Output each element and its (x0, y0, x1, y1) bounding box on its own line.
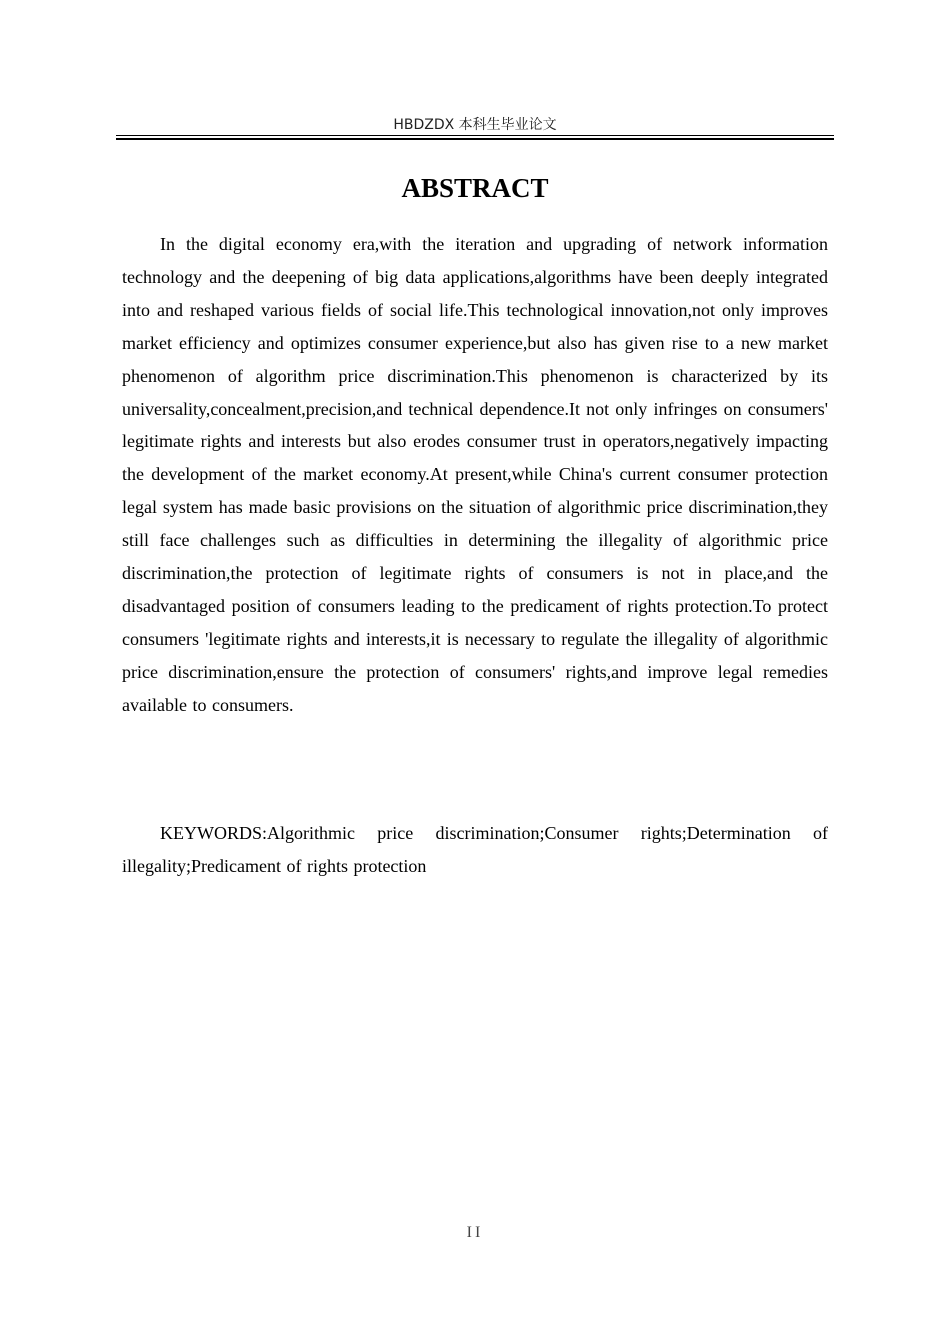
page-number: II (466, 1224, 484, 1241)
running-header: HBDZDX 本科生毕业论文 (393, 117, 557, 133)
abstract-paragraph: In the digital economy era,with the iteration and upgrading of network information technology and the deepening of big data applications,algorithms have been deeply integrated into and reshaped various fields of social life.This technological innovation,not only improves market efficiency and optimizes consumer experience,but also has given rise to a new market phenomenon of algorithm price discrimination.This phenomenon is characterized by its universality,concealment,precision,and technical dependence.It not only infringes on consumers' legitimate rights and interests but also erodes consumer trust in operators,negatively impacting the development of the market economy.At present,while China's current consumer protection legal system has made basic provisions on the situation of algorithmic price discrimination,they still face challenges such as difficulties in determining the illegality of algorithmic price discrimination,the protection of legitimate rights of consumers is not in place,and the disadvantaged position of consumers leading to the predicament of rights protection.To protect consumers 'legitimate rights and interests,it is necessary to regulate the illegality of algorithmic price discrimination,ensure the protection of consumers' rights,and improve legal remedies available to consumers. (122, 234, 828, 715)
abstract-heading: ABSTRACT (401, 173, 549, 203)
header-rule-thick (116, 138, 834, 140)
keywords-paragraph: KEYWORDS:Algorithmic price discrimination;Consumer rights;Determination of illegality;Predicament of rights protection (122, 823, 828, 876)
header-rule-thin (116, 135, 834, 136)
